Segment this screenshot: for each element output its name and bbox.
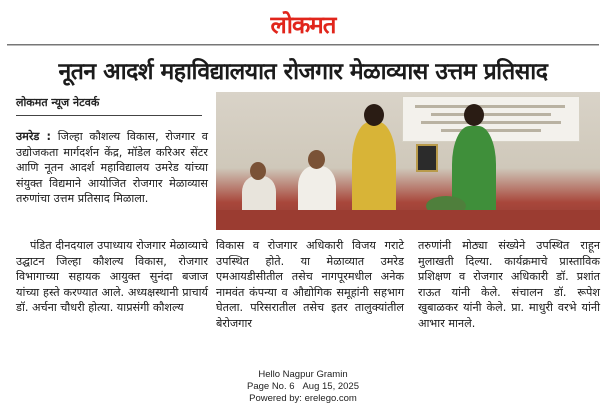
footer-edition: Hello Nagpur Gramin xyxy=(258,369,348,380)
stage-table xyxy=(216,210,600,230)
event-photo xyxy=(216,92,600,230)
article-column-3: तरुणांनी मोठ्या संख्येने उपस्थित राहून मुलाखती दिल्या. कार्यक्रमाचे प्रास्ताविक प्रशिक्षण व रोजगार अधिकारी डॉ. प्रशांत राऊत यांनी केले. संचालन डॉ. रूपेश खुबाळकर यांनी केले. प्रा. माधुरी वरभे यांनी आभार मानले. xyxy=(418,239,600,330)
footer-page: Page No. 6 xyxy=(247,381,295,392)
article-headline: नूतन आदर्श महाविद्यालयात रोजगार मेळाव्यास उत्तम प्रतिसाद xyxy=(58,59,548,85)
footer-powered-by[interactable]: Powered by: erelego.com xyxy=(249,393,357,404)
article-lead-paragraph xyxy=(16,129,208,207)
masthead-divider xyxy=(7,44,599,46)
masthead-logo: लोकमत xyxy=(270,11,336,39)
footer-page-info xyxy=(0,381,606,392)
article-column-1: पंडित दीनदयाल उपाध्याय रोजगार मेळाव्याचे उद्घाटन जिल्हा कौशल्य विकास, रोजगार विभागाच्या सहायक आयुक्त सुनंदा बजाज यांच्या हस्ते करण्यात आले. अध्यक्षस्थानी प्राचार्य डॉ. अर्चना चौधरी होत्या. याप्रसंगी कौशल्य xyxy=(16,239,208,315)
byline-divider xyxy=(16,115,202,116)
article-dateline: उमरेड : xyxy=(16,130,51,143)
article-byline: लोकमत न्यूज नेटवर्क xyxy=(16,96,100,109)
article-column-2: विकास व रोजगार अधिकारी विजय गराटे उपस्थित होते. या मेळाव्यात उमरेड एमआयडीसीतील तसेच नागपूरमधील अनेक नामवंत कंपन्या व औद्योगिक समूहांनी सहभाग घेतला. परिसरातील तसेच इतर तालुक्यांतील बेरोजगार xyxy=(216,239,404,330)
lead-text: जिल्हा कौशल्य विकास, रोजगार व उद्योजकता मार्गदर्शन केंद्र, मॉडेल करिअर सेंटर आणि नूतन आदर्श महाविद्यालय उमरेड यांच्या संयुक्त विद्यमाने आयोजित रोजगार मेळाव्यास तरुणांचा उत्तम प्रतिसाद मिळाला. xyxy=(16,130,208,206)
stage-banner xyxy=(402,96,580,142)
footer-date: Aug 15, 2025 xyxy=(302,381,359,392)
